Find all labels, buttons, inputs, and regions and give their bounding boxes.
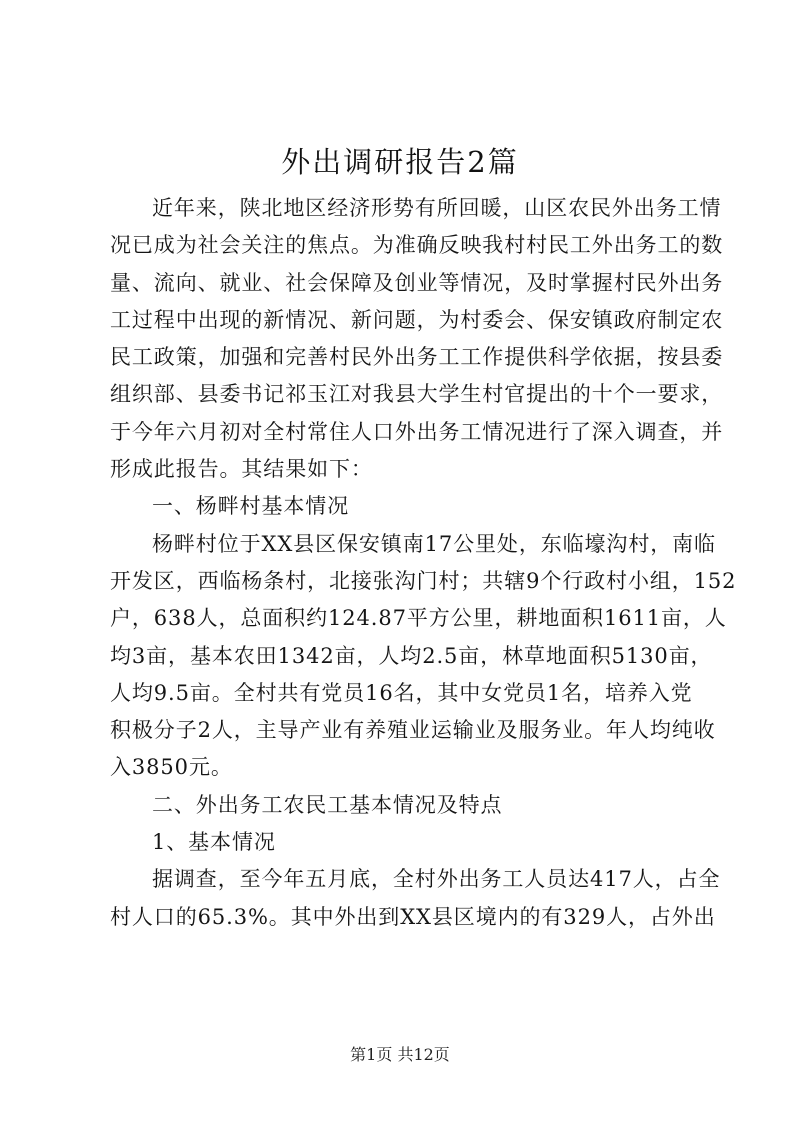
body-text-line: 近年来，陕北地区经济形势有所回暖，山区农民外出务工情 bbox=[152, 196, 722, 220]
document-body bbox=[110, 190, 737, 936]
body-text-line: 一、杨畔村基本情况 bbox=[152, 494, 350, 519]
body-text-line: 量、流向、就业、社会保障及创业等情况，及时掌握村民外出务 bbox=[110, 270, 724, 295]
body-text-line: 1、基本情况 bbox=[152, 830, 276, 855]
body-text-line: 入3850元。 bbox=[110, 755, 233, 780]
body-text-line: 民工政策，加强和完善村民外出务工工作提供科学依据，按县委 bbox=[110, 345, 724, 370]
body-text-line: 人均9.5亩。全村共有党员16名，其中女党员1名，培养入党 bbox=[110, 680, 693, 705]
body-text-line: 均3亩，基本农田1342亩，人均2.5亩，林草地面积5130亩， bbox=[110, 643, 713, 668]
body-text-line: 组织部、县委书记祁玉江对我县大学生村官提出的十个一要求， bbox=[110, 382, 724, 407]
body-text-line: 工过程中出现的新情况、新问题，为村委会、保安镇政府制定农 bbox=[110, 307, 724, 332]
body-text-line: 据调查，至今年五月底，全村外出务工人员达417人，占全 bbox=[152, 867, 721, 892]
document-title: 外出调研报告2篇 bbox=[281, 145, 519, 179]
body-text-line: 二、外出务工农民工基本情况及特点 bbox=[152, 792, 503, 817]
body-text-line: 于今年六月初对全村常住人口外出务工情况进行了深入调查，并 bbox=[110, 419, 724, 444]
body-text-line: 况已成为社会关注的焦点。为准确反映我村村民工外出务工的数 bbox=[110, 233, 724, 258]
body-text-line: 村人口的65.3%。其中外出到XX县区境内的有329人，占外出 bbox=[110, 904, 716, 929]
body-text-line: 形成此报告。其结果如下： bbox=[110, 457, 373, 482]
body-text-line: 开发区，西临杨条村，北接张沟门村；共辖9个行政村小组，152 bbox=[110, 568, 737, 593]
body-text-line: 杨畔村位于XX县区保安镇南17公里处，东临壕沟村，南临 bbox=[152, 531, 716, 556]
page-footer: 第1页 共12页 bbox=[350, 1045, 450, 1064]
body-text-line: 户，638人，总面积约124.87平方公里，耕地面积1611亩，人 bbox=[110, 606, 727, 631]
body-text-line: 积极分子2人，主导产业有养殖业运输业及服务业。年人均纯收 bbox=[110, 718, 716, 743]
